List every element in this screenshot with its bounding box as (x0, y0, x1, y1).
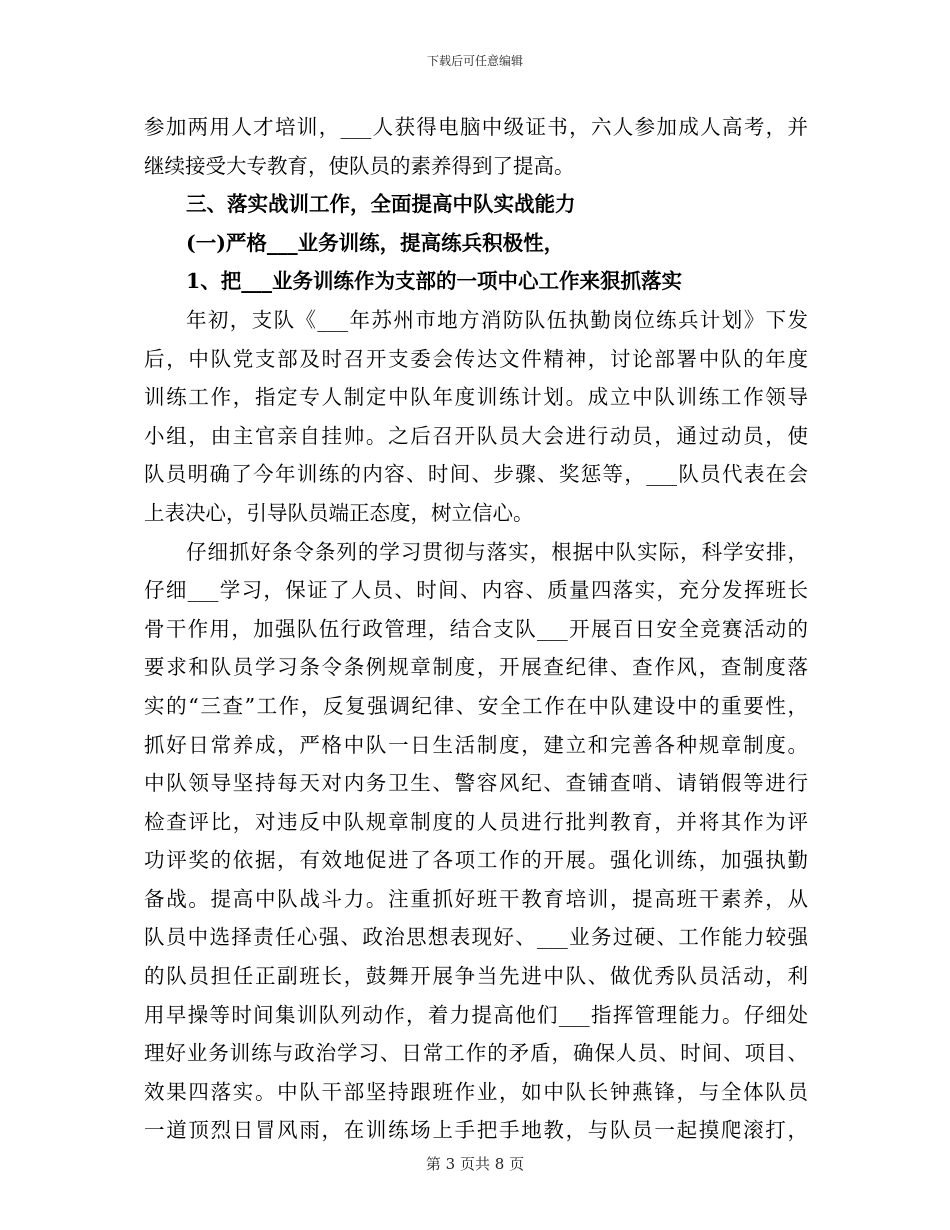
text-line: 效果四落实。中队干部坚持跟班作业，如中队长钟燕锋，与全体队员 (144, 1079, 808, 1104)
text-line: 骨干作用，加强队伍行政管理，结合支队___开展百日安全竞赛活动的 (144, 616, 808, 641)
text-line: 继续接受大专教育，使队员的素养得到了提高。 (144, 153, 575, 178)
text-line: 一道顶烈日冒风雨，在训练场上手把手地教，与队员一起摸爬滚打， (144, 1118, 808, 1143)
document-body (144, 108, 808, 1150)
text-line: 备战。提高中队战斗力。注重抓好班干教育培训，提高班干素养，从 (144, 886, 808, 911)
item-heading: 1、把___业务训练作为支部的一项中心工作来狠抓落实 (186, 269, 683, 294)
text-line: 中队领导坚持每天对内务卫生、警容风纪、查铺查哨、请销假等进行 (144, 771, 808, 796)
page-header: 下载后可任意编辑 (426, 54, 523, 68)
text-line: 训练工作，指定专人制定中队年度训练计划。成立中队训练工作领导 (144, 385, 808, 410)
text-line: 检查评比，对违反中队规章制度的人员进行批判教育，并将其作为评 (144, 809, 808, 834)
text-line: 仔细___学习，保证了人员、时间、内容、质量四落实，充分发挥班长 (144, 578, 808, 603)
paragraph-first-line: 仔细抓好条令条列的学习贯彻与落实，根据中队实际，科学安排， (186, 539, 808, 564)
section-heading: 三、落实战训工作，全面提高中队实战能力 (186, 192, 576, 217)
text-line: 后，中队党支部及时召开支委会传达文件精神，讨论部署中队的年度 (144, 346, 808, 371)
text-line: 抓好日常养成，严格中队一日生活制度，建立和完善各种规章制度。 (144, 732, 808, 757)
text-line: 队员中选择责任心强、政治思想表现好、___业务过硬、工作能力较强 (144, 925, 808, 950)
text-line: 小组，由主官亲自挂帅。之后召开队员大会进行动员，通过动员，使 (144, 423, 808, 448)
subsection-heading: (一)严格___业务训练，提高练兵积极性， (186, 230, 565, 255)
text-line: 实的“三查”工作，反复强调纪律、安全工作在中队建设中的重要性， (144, 693, 808, 718)
text-line: 上表决心，引导队员端正态度，树立信心。 (144, 500, 534, 525)
text-line: 功评奖的依据，有效地促进了各项工作的开展。强化训练，加强执勤 (144, 848, 808, 873)
text-line: 的队员担任正副班长，鼓舞开展争当先进中队、做优秀队员活动，利 (144, 964, 808, 989)
text-line: 理好业务训练与政治学习、日常工作的矛盾，确保人员、时间、项目、 (144, 1041, 808, 1066)
text-line: 参加两用人才培训，___人获得电脑中级证书，六人参加成人高考，并 (144, 115, 808, 139)
page-number: 第 3 页共 8 页 (425, 1155, 525, 1173)
paragraph-first-line: 年初，支队《___年苏州市地方消防队伍执勤岗位练兵计划》下发 (186, 307, 808, 332)
text-line: 用早操等时间集训队列动作，着力提高他们___指挥管理能力。仔细处 (144, 1002, 808, 1027)
text-line: 要求和队员学习条令条例规章制度，开展查纪律、查作风，查制度落 (144, 655, 808, 680)
text-line: 队员明确了今年训练的内容、时间、步骤、奖惩等，___队员代表在会 (144, 462, 808, 487)
